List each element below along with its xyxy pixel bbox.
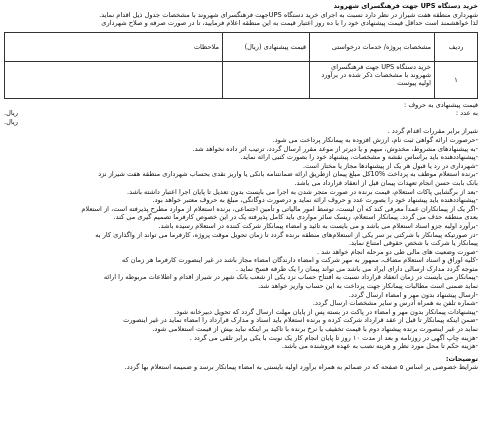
notes-text: شرایط خصوصی بر اساس ۵ صفحه که در ضمائم به همراه برآورد اولیه بایستی به امضاء پیمانکار برسد و ضمیمه استعلام بها گردد. bbox=[124, 363, 478, 372]
condition-line: -اگر یک از پیمانکاران عمداً معرفی کند که آن لیست، توسط امور مالیاتی و تأمین اجتماعی، برنده استعلام از موارد مطرح پذیرفته است، از استعلام bbox=[81, 204, 478, 213]
price-words-label: قیمت پیشنهادی به حروف : bbox=[404, 100, 478, 109]
price-words-row bbox=[4, 118, 478, 127]
header-price: قیمت پیشنهادی (ریال) bbox=[223, 32, 310, 61]
conditions-list bbox=[4, 127, 478, 350]
price-rial-label: ریال. bbox=[4, 109, 18, 118]
row-spec: خرید دستگاه UPS جهت فرهنگسرای شهروند با مشخصات ذکر شده در برآورد اولیه پیوست bbox=[310, 61, 435, 98]
condition-line: پیمانکار یا شرکت با شخص حقوقی امتناع نماید. bbox=[348, 239, 478, 248]
table-row bbox=[5, 61, 478, 98]
condition-line: نماید ضمنی است مطالبات پیمانکار جهت پرداخت به این حساب واریز خواهد شد. bbox=[258, 282, 478, 291]
condition-line: بعدی منطقه حذف می گردد. پیمانکار استعلام، ریسک سائر مواردی باید کامل پذیرفته یک در این خصوص کارفرما تصمیم گیری می کند. bbox=[113, 213, 478, 222]
condition-line: -در صورتیکه پیمانکار با شرکتی بر سر یکی از استعلام‌های منطقه برنده گردد تا زمان تحویل موقت پروژه، کارفرما می تواند از واگذاری کار به bbox=[95, 230, 478, 239]
row-notes[interactable] bbox=[5, 61, 223, 98]
intro-line-2: لذا خواهشمند است حداقل قیمت پیشنهادی خود را با ده روز اعتبار قیمت به این منطقه اعلام فرمایید، تا در صورت صرفه و صلاح شهرداری bbox=[101, 19, 478, 28]
notes-title: توضیحات: bbox=[445, 354, 478, 363]
row-number: ۱ bbox=[435, 61, 478, 98]
condition-line: بانک بابت حسن انجام تعهدات پیمان قبل از انعقاد قرارداد می باشد. bbox=[294, 178, 478, 187]
condition-line: -هزینه چاپ آگهی در روزنامه و بعد از مدت ۱۰ روز تا پایان انجام کار یک نوبت با یکی برابر تلقی می گردد . bbox=[189, 333, 478, 342]
condition-line: -به پیشنهادهای مشروط، مخدوش، مبهم و یا دیرتر از موعد مقرر ارسال گردد، ترتیب اثر داده نخواهد شد. bbox=[192, 144, 478, 153]
condition-line: متوجه گردد مدارک ارسالی دارای ایراد می باشد می تواند پیمان را یک طرفه فسخ نماید . bbox=[235, 264, 478, 273]
condition-line: -پیشنهاددهنده باید پیشنهاد خود را بصورت عدد و حروف ارائه نماید و درصورت دوگانگی، مبلغ به حروف معتبر خواهد بود. bbox=[152, 196, 478, 205]
header-spec: مشخصات پروژه/ خدمات درخواستی bbox=[310, 32, 435, 61]
condition-line: -برآورد اولیه جزو اسناد استعلام می باشد و می بایست به تائید و امضاء پیمانکار شرکت کننده در استعلام رسیده باشد. bbox=[158, 221, 478, 230]
condition-line: -شماره تلفن به همراه آدرس و سایر مشخصات ارسال گردد. bbox=[312, 299, 478, 308]
condition-line: -صورت وضعیت های مالی طی دو مرحله انجام خواهد شد . bbox=[316, 247, 478, 256]
condition-line: نماید در غیر اینصورت برنده پیشنهاد دوم با قیمت تخفیف یا نرخ برنده با تاکید بر اینکه نباید بیش از قیمت استعلامی شود. bbox=[152, 325, 478, 334]
condition-line: -شهرداری در رد یا قبول هر یک از پیشنهادها مجاز یا مختار است. bbox=[302, 161, 478, 170]
condition-line: -کلیه اوراق و اسناد استعلام مضاف، ممهور به مهر شرکت و امضاء دارندگان امضاء مجاز باشد در غیر اینصورت کارفرما هر زمان که bbox=[121, 256, 478, 265]
items-table bbox=[4, 32, 478, 99]
header-row-number: ردیف bbox=[435, 32, 478, 61]
condition-line: -حرصورت ارائه گواهی ثبت نام، ارزش افزوده به پیمانکار پرداخت می شود. bbox=[272, 135, 478, 144]
condition-line: شیراز برابر مقررات اقدام گردد . bbox=[387, 127, 478, 136]
header-notes: ملاحظات bbox=[5, 32, 223, 61]
price-amount-row bbox=[4, 109, 478, 118]
condition-line: -ضمن اینکه پیمانکار تا قبل از عقد قرارداد شرکت کرده و برنده استعلام باید اسناد و مدارک قرارداد را امضاء نماید در غیر اینصورت bbox=[123, 316, 478, 325]
price-amount-label: به عدد : bbox=[455, 109, 478, 118]
row-price[interactable] bbox=[223, 61, 310, 98]
condition-line: -ارسال پیشنهاد بدون مهر و امضاء ارسال گردد. bbox=[348, 290, 478, 299]
table-header-row bbox=[5, 32, 478, 61]
price-rial-label-2: ریال. bbox=[4, 118, 18, 127]
document-title: خرید دستگاه UPS جهت فرهنگسرای شهروند bbox=[333, 2, 478, 10]
condition-line: -پیشنهادات پیمانکار بدون مهر و امضاء در پاکت در بسته پس از پایان مهلت ارسال گردد که تحویل دبیرخانه شود. bbox=[174, 307, 478, 316]
condition-line: -پیمانکار می بایست در زمان انعقاد قرارداد نسبت به افتتاح حساب نزد یکی از شعب بانک شهر در شیراز اقدام و اطلاعات مربوطه را ارائه bbox=[103, 273, 478, 282]
condition-line: -پیشنهاددهنده باید براساس نقشه و مشخصات، پیشنهاد خود را بصورت کتبی ارائه نماید. bbox=[240, 153, 478, 162]
condition-line: -بعد از برگشایی پاکات استعلام، قیمت برنده در صورت متجر شدن به اجرا می بایست بدون تعدیل تا پایان اجرا اعتبار داشته باشد. bbox=[127, 187, 478, 196]
condition-line: -هزینه حکم تا محل مورد نظر و هزینه نصب به عهده فروشنده می باشد. bbox=[281, 342, 478, 351]
intro-line-1: شهرداری منطقه هفت شیراز در نظر دارد نسبت به اجرای خرید دستگاه UPSجهت فرهنگسرای شهروند با مشخصات جدول ذیل اقدام نماید. bbox=[99, 10, 478, 19]
condition-line: -برنده استعلام موظف به پرداخت %10کل مبلغ پیمان ازطریق ارائه ضمانتنامه بانکی یا واریز نقدی بحساب شهرداری منطقه هفت شیراز نزد bbox=[98, 170, 478, 179]
